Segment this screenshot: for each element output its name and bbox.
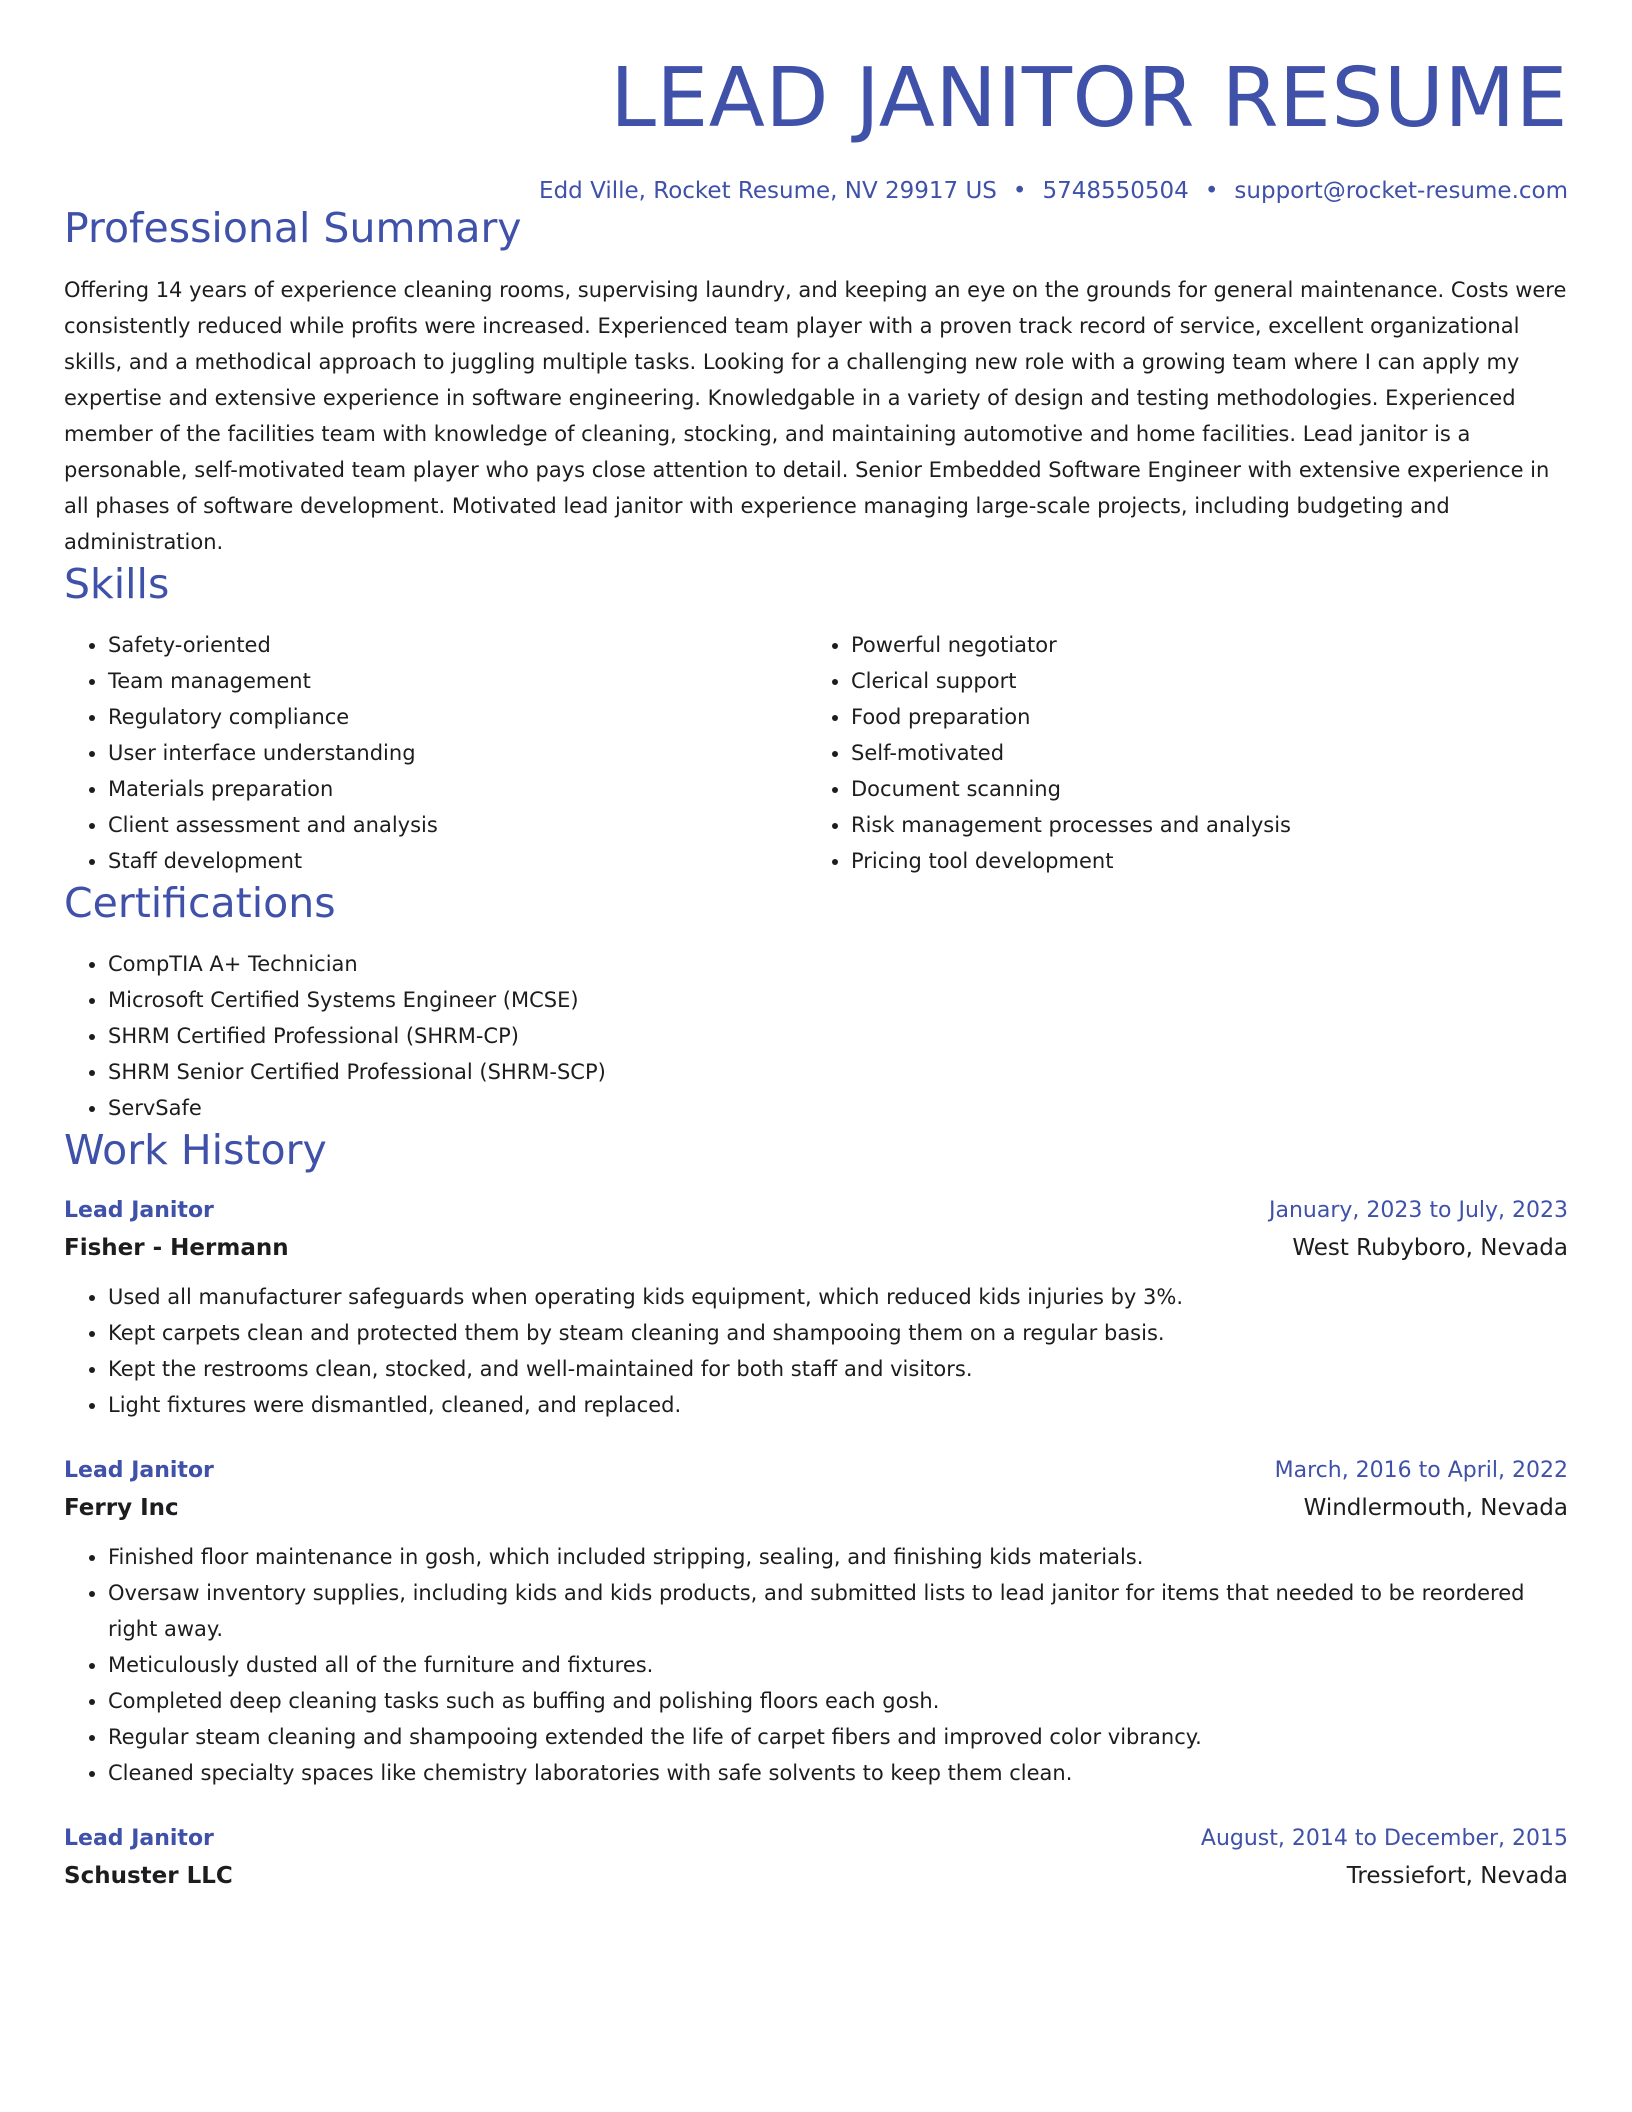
duty-item: • Regular steam cleaning and shampooing extended the life of carpet fibers and improved color vibrancy. [108, 1719, 1568, 1755]
contact-separator: • [1012, 178, 1027, 205]
skill-item: • Client assessment and analysis [108, 807, 807, 843]
skill-item: • User interface understanding [108, 735, 807, 771]
job-duties-list [64, 1279, 1568, 1423]
job-dates: March, 2016 to April, 2022 [1274, 1458, 1568, 1484]
summary-text: Offering 14 years of experience cleaning rooms, supervising laundry, and keeping an eye on the grounds for general maintenance. Costs were consistently reduced while profits were increased. Experienced team player with a proven track record of service, excellent organizational skills, and a methodical approach to juggling multiple tasks. Looking for a challenging new role with a growing team where I can apply my expertise and extensive experience in software engineering. Knowledgable in a variety of design and testing methodologies. Experienced member of the facilities team with knowledge of cleaning, stocking, and maintaining automotive and home facilities. Lead janitor is a personable, self-motivated team player who pays close attention to detail. Senior Embedded Software Engineer with extensive experience in all phases of software development. Motivated lead janitor with experience managing large-scale projects, including budgeting and administration. [64, 277, 1567, 554]
skill-item: • Self-motivated [851, 735, 1550, 771]
skill-item: • Clerical support [851, 663, 1550, 699]
job-company: Fisher - Hermann [64, 1235, 289, 1262]
job-title: Lead Janitor [64, 1826, 214, 1852]
certification-item: • CompTIA A+ Technician [108, 946, 1568, 982]
skills-heading: Skills [64, 559, 170, 608]
duty-item: • Kept the restrooms clean, stocked, and well-maintained for both staff and visitors. [108, 1351, 1568, 1387]
job-title-row [64, 1821, 1568, 1857]
skill-item: • Safety-oriented [108, 627, 807, 663]
resume-title: LEAD JANITOR RESUME [610, 51, 1568, 146]
duty-item: • Used all manufacturer safeguards when operating kids equipment, which reduced kids injuries by 3%. [108, 1279, 1568, 1315]
skill-item: • Materials preparation [108, 771, 807, 807]
duty-item: • Light fixtures were dismantled, cleaned, and replaced. [108, 1387, 1568, 1423]
job-title-row [64, 1193, 1568, 1229]
skills-list-left [64, 627, 807, 879]
skill-item: • Team management [108, 663, 807, 699]
job-company-row [64, 1229, 1568, 1267]
certification-item: • ServSafe [108, 1090, 1568, 1126]
duty-item: • Kept carpets clean and protected them by steam cleaning and shampooing them on a regular basis. [108, 1315, 1568, 1351]
certification-item: • SHRM Certified Professional (SHRM-CP) [108, 1018, 1568, 1054]
certification-item: • Microsoft Certified Systems Engineer (MCSE) [108, 982, 1568, 1018]
duty-item: • Meticulously dusted all of the furniture and fixtures. [108, 1647, 1568, 1683]
job-company-row [64, 1489, 1568, 1527]
resume-header [64, 0, 1568, 204]
job-title-row [64, 1453, 1568, 1489]
skill-item: • Staff development [108, 843, 807, 879]
certification-item: • SHRM Senior Certified Professional (SHRM-SCP) [108, 1054, 1568, 1090]
job-company: Ferry Inc [64, 1495, 179, 1522]
job-dates: January, 2023 to July, 2023 [1269, 1198, 1568, 1224]
duty-item: • Finished floor maintenance in gosh, which included stripping, sealing, and finishing kids materials. [108, 1539, 1568, 1575]
certifications-list [64, 946, 1568, 1126]
job-company: Schuster LLC [64, 1863, 233, 1890]
job-entry [64, 1453, 1568, 1791]
skill-item: • Regulatory compliance [108, 699, 807, 735]
duty-item: • Oversaw inventory supplies, including kids and kids products, and submitted lists to lead janitor for items that needed to be reordered right away. [108, 1575, 1568, 1647]
job-entry [64, 1821, 1568, 1895]
duty-item: • Cleaned specialty spaces like chemistry laboratories with safe solvents to keep them clean. [108, 1755, 1568, 1791]
skill-item: • Pricing tool development [851, 843, 1550, 879]
job-dates: August, 2014 to December, 2015 [1200, 1826, 1568, 1852]
skill-item: • Powerful negotiator [851, 627, 1550, 663]
job-location: West Rubyboro, Nevada [1292, 1235, 1568, 1262]
job-location: Windlermouth, Nevada [1303, 1495, 1568, 1522]
skills-columns [64, 627, 1568, 879]
skill-item: • Document scanning [851, 771, 1550, 807]
contact-address: Edd Ville, Rocket Resume, NV 29917 US [539, 178, 997, 205]
contact-separator: • [1204, 178, 1219, 205]
contact-email[interactable]: support@rocket-resume.com [1234, 178, 1568, 205]
skill-item: • Risk management processes and analysis [851, 807, 1550, 843]
skill-item: • Food preparation [851, 699, 1550, 735]
duty-item: • Completed deep cleaning tasks such as buffing and polishing floors each gosh. [108, 1683, 1568, 1719]
job-title: Lead Janitor [64, 1198, 214, 1224]
certifications-heading: Certifications [64, 878, 336, 927]
contact-line [64, 178, 1568, 204]
contact-phone: 5748550504 [1042, 178, 1189, 205]
skills-list-right [807, 627, 1550, 879]
job-location: Tressiefort, Nevada [1346, 1863, 1568, 1890]
job-duties-list [64, 1539, 1568, 1791]
summary-heading: Professional Summary [64, 204, 522, 253]
job-title: Lead Janitor [64, 1458, 214, 1484]
work-history-heading: Work History [64, 1125, 327, 1174]
job-company-row [64, 1857, 1568, 1895]
job-entry [64, 1193, 1568, 1423]
